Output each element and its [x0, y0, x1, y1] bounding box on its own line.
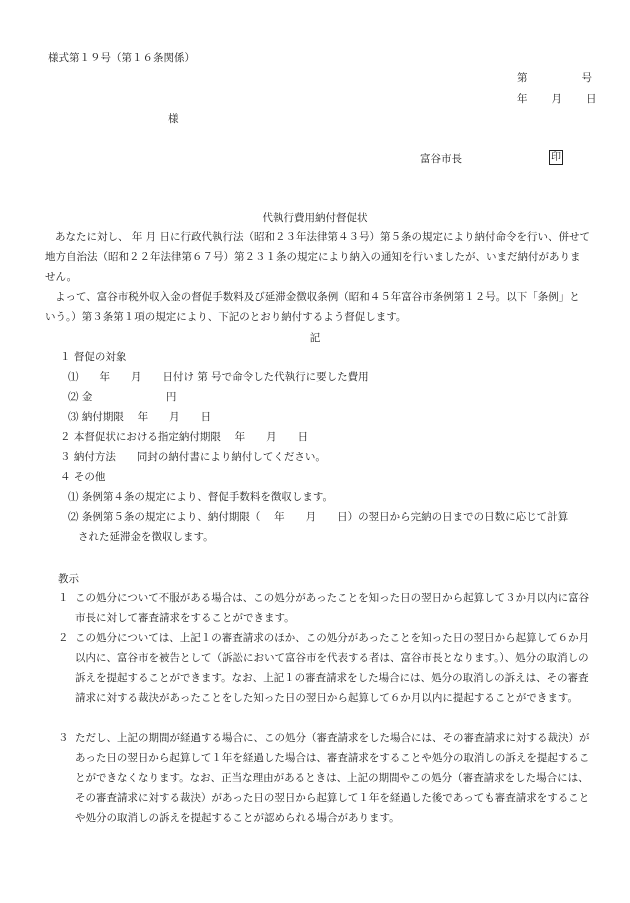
item-designated-due-date: ２ 本督促状における指定納付期限 年 月 日: [60, 431, 309, 443]
day-label: 日: [586, 93, 597, 105]
month-label: 月: [551, 93, 562, 105]
kyoji-item-number: ３: [58, 732, 69, 744]
item-amount: ⑵ 金 円: [68, 391, 177, 403]
kyoji-item-number: １: [58, 592, 69, 604]
doc-no-label: 第: [517, 72, 528, 84]
item-fee: ⑴ 条例第４条の規定により、督促手数料を徴収します。: [68, 491, 333, 503]
document-title: 代執行費用納付督促状: [262, 212, 368, 224]
form-number: 様式第１９号（第１６条関係）: [48, 52, 195, 64]
item-due-date: ⑶ 納付期限 年 月 日: [68, 411, 212, 423]
document-number: [517, 73, 592, 84]
item-payment-method: ３ 納付方法 同封の納付書により納付してください。: [60, 451, 326, 463]
kyoji-item-number: ２: [58, 632, 69, 644]
paragraph-demand: よって、富谷市税外収入金の督促手数料及び延滞金徴収条例（昭和４５年富谷市条例第１２号。以下「条例」という。）第３条第１項の規定により、下記のとおり納付するよう督促します。: [45, 291, 580, 323]
ki-heading: 記: [309, 332, 321, 344]
kyoji-item-text: この処分について不服がある場合は、この処分があったことを知った日の翌日から起算して３か月以内に富谷市長に対して審査請求をすることができます。: [75, 592, 590, 624]
kyoji-item-3: [58, 728, 590, 828]
kyoji-item-text: この処分については、上記１の審査請求のほか、この処分があったことを知った日の翌日から起算して６か月以内に、富谷市を被告として（訴訟において富谷市を代表する者は、富谷市長となります。）、処分の取消しの訴えを提起することができます。なお、上記１の審査請求をした場合には、処分の取消しの訴えは、その審査請求に対する裁決があったことをした知った日の翌日から起算して６か月以内に提起することができます。: [75, 632, 590, 704]
issue-date: [517, 94, 597, 105]
kyoji-item-2: [58, 628, 590, 708]
kyoji-item-1: [58, 588, 590, 628]
item-other: ４ その他: [60, 471, 106, 483]
issuer: 富谷市長: [420, 153, 462, 165]
item-late-fee: ⑵ 条例第５条の規定により、納付期限（ 年 月 日）の翌日から完納の日までの日数に応じて計算: [68, 511, 569, 523]
item-late-fee-cont: された延滞金を徴収します。: [78, 531, 214, 543]
item-target-cost: ⑴ 年 月 日付け 第 号で命令した代執行に要した費用: [68, 371, 369, 383]
paragraph-notice: あなたに対し、 年 月 日に行政代執行法（昭和２３年法律第４３号）第５条の規定により納付命令を行い、併せて地方自治法（昭和２２年法律第６７号）第２３１条の規定により納入の通知を行いましたが、いまだ納付がありません。: [45, 231, 591, 283]
kyoji-heading: 教示: [58, 573, 79, 585]
seal-mark: 印: [551, 152, 561, 163]
doc-no-suffix: 号: [581, 72, 592, 84]
kyoji-item-text: ただし、上記の期間が経過する場合に、この処分（審査請求をした場合には、その審査請求に対する裁決）があった日の翌日から起算して１年を経過した場合は、審査請求をすることや処分の取消しの訴えを提起することができなくなります。なお、正当な理由があるときは、上記の期間やこの処分（審査請求をした場合には、その審査請求に対する裁決）があった日の翌日から起算して１年を経過した後であっても審査請求をすることや処分の取消しの訴えを提起することが認められる場合があります。: [75, 732, 590, 824]
year-label: 年: [517, 93, 528, 105]
addressee: 様: [168, 113, 179, 125]
item-target-heading: １ 督促の対象: [60, 351, 127, 363]
